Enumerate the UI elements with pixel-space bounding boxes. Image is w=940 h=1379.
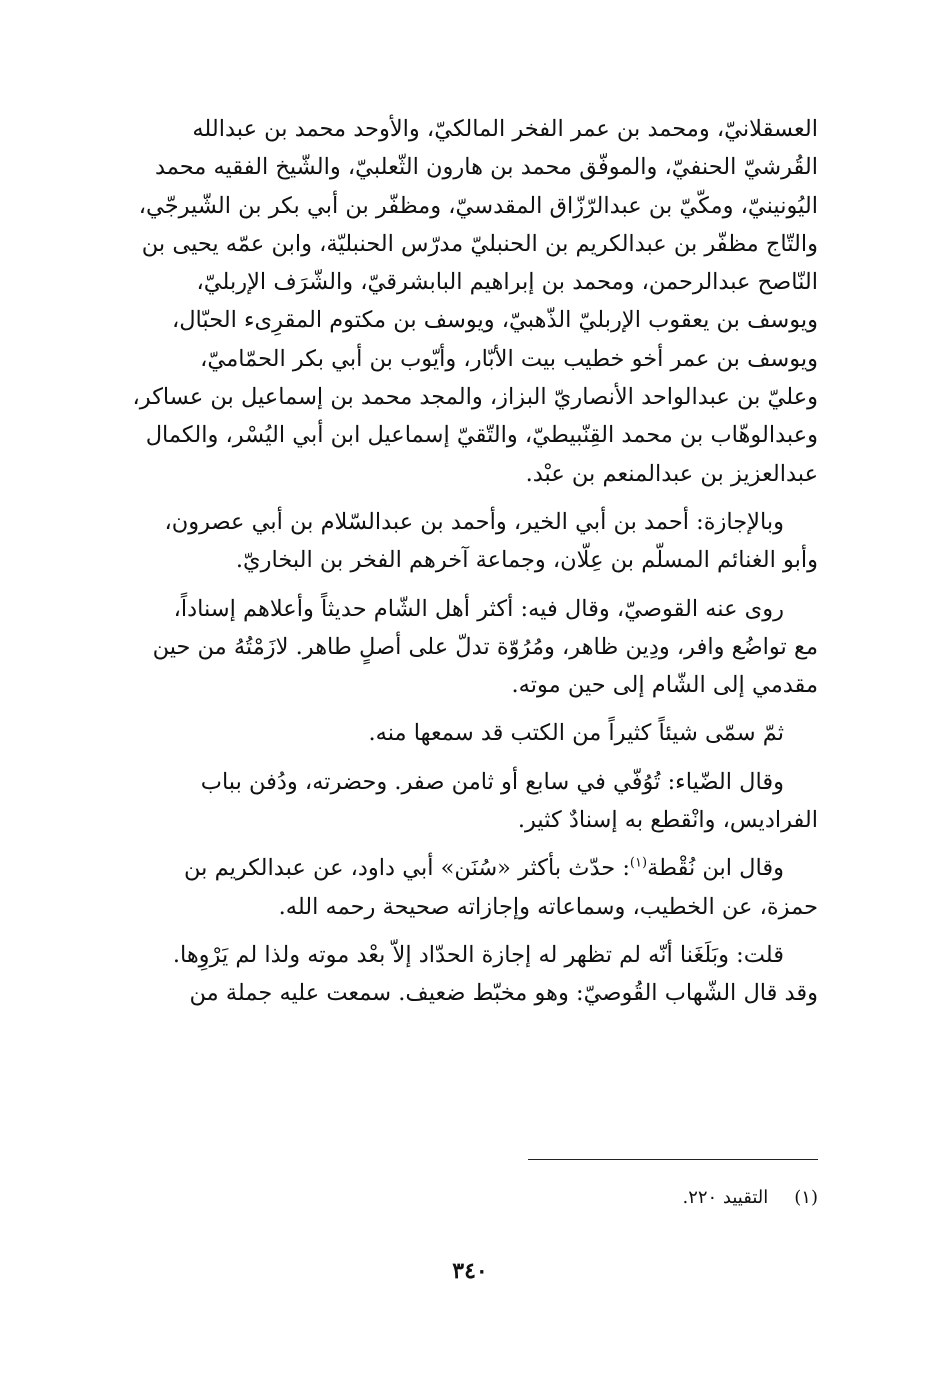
footnote: [318, 1184, 818, 1212]
paragraph-4: [118, 714, 818, 752]
text-line: ثمّ سمّى شيئاً كثيراً من الكتب قد سمعها منه.: [368, 720, 784, 747]
text-line: ويوسف بن يعقوب الإربليّ الذّهبيّ، ويوسف بن مكتوم المقرِىء الحبّال،: [171, 307, 818, 334]
text-line: مع تواضُع وافر، ودِين ظاهر، ومُرُوّة تدلّ على أصلٍ طاهر. لازَمْتُهُ من حين: [152, 633, 818, 660]
text-segment: وقال ابن نُقْطة: [647, 855, 784, 882]
text-segment: : حدّث بأكثر «سُنَن» أبي داود، عن عبدالكريم بن: [184, 855, 630, 882]
text-line: وعبدالوهّاب بن محمد القِنّبيطيّ، والتّقيّ إسماعيل ابن أبي اليُسْر، والكمال: [145, 422, 818, 449]
footnote-reference[interactable]: (١): [629, 855, 648, 871]
footnote-number: (١): [794, 1187, 818, 1208]
text-line: قلت: وبَلَغَنا أنّه لم تظهر له إجازة الحدّاد إلاّ بعْد موته ولذا لم يَرْوِها.: [172, 941, 784, 968]
text-line: ويوسف بن عمر أخو خطيب بيت الأبّار، وأيّوب بن أبي بكر الحمّاميّ،: [200, 345, 818, 372]
text-line: روى عنه القوصيّ، وقال فيه: أكثر أهل الشّام حديثاً وأعلاهم إسناداً،: [173, 595, 784, 622]
text-line: والتّاج مظفّر بن عبدالكريم بن الحنبليّ مدرّس الحنبليّة، وابن عمّه يحيى بن: [141, 230, 818, 257]
paragraph-1: [118, 110, 818, 493]
text-line: مقدمي إلى الشّام إلى حين موته.: [511, 672, 818, 699]
text-line: وأبو الغنائم المسلّم بن عِلّان، وجماعة آخرهم الفخر بن البخاريّ.: [235, 547, 818, 574]
footnote-text: التقييد ٢٢٠.: [682, 1187, 769, 1208]
paragraph-6: [118, 849, 818, 926]
main-text: [118, 110, 818, 1013]
text-line: اليُونينيّ، ومكّيّ بن عبدالرّزّاق المقدسيّ، ومظفّر بن أبي بكر بن الشّيرجّي،: [138, 192, 818, 219]
paragraph-7: [118, 936, 818, 1013]
page-number: ٣٤٠: [452, 1258, 488, 1284]
text-line: العسقلانيّ، ومحمد بن عمر الفخر المالكيّ، والأوحد محمد بن عبدالله: [192, 116, 818, 142]
text-line: حمزة، عن الخطيب، وسماعاته وإجازاته صحيحة رحمه الله.: [278, 893, 818, 920]
text-line: عبدالعزيز بن عبدالمنعم بن عبْد.: [525, 460, 818, 487]
footnote-divider: [528, 1159, 818, 1160]
text-line: وبالإجازة: أحمد بن أبي الخير، وأحمد بن عبدالسّلام بن أبي عصرون،: [164, 508, 784, 535]
text-line: وقد قال الشّهاب القُوصيّ: وهو مخبّط ضعيف. سمعت عليه جملة من: [189, 980, 818, 1007]
paragraph-2: [118, 503, 818, 580]
text-line: وقال الضّياء: تُوُفّي في سابع أو ثامن صفر. وحضرته، ودُفن بباب: [200, 768, 784, 795]
text-line: القُرشيّ الحنفيّ، والموفّق محمد بن هارون الثّعلبيّ، والشّيخ الفقيه محمد: [154, 154, 818, 181]
paragraph-3: [118, 590, 818, 705]
text-line: النّاصح عبدالرحمن، ومحمد بن إبراهيم البابشرقيّ، والشّرَف الإربليّ،: [196, 269, 818, 296]
text-line: الفراديس، وانْقطع به إسنادٌ كثير.: [517, 807, 818, 834]
paragraph-5: [118, 763, 818, 840]
text-line: وعليّ بن عبدالواحد الأنصاريّ البزاز، والمجد محمد بن إسماعيل بن عساكر،: [132, 384, 818, 411]
